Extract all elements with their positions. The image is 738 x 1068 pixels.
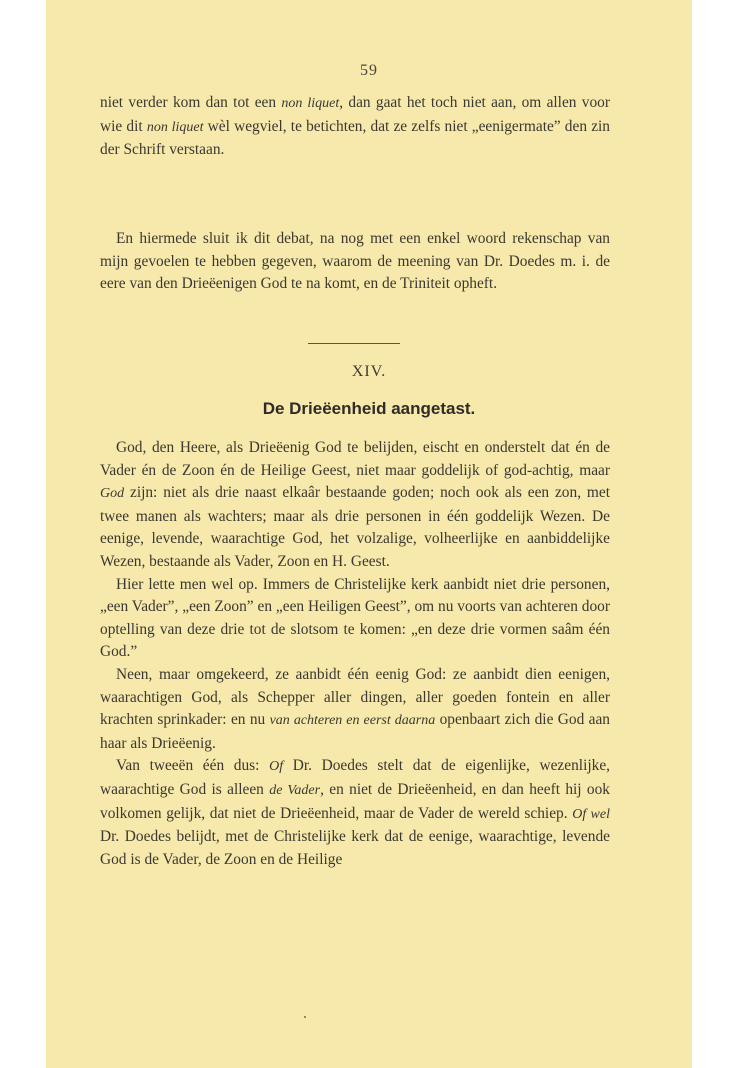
chapter-body: [100, 437, 610, 871]
text-run: openbaart zich die God aan haar als Drieëenig.: [100, 711, 610, 752]
italic-phrase: God: [100, 486, 125, 502]
intro-paragraph-2-text: En hiermede sluit ik dit debat, na nog met een enkel woord rekenschap van mijn gevoelen te hebben gegeven, waarom de meening van Dr. Doedes m. i. de eere van den Drieëenigen God te na komt, en de Triniteit opheft.: [100, 230, 610, 293]
italic-phrase: Of wel: [572, 806, 610, 822]
text-run: wèl wegviel, te betichten, dat ze zelfs niet „eenigermate” den zin der Schrift verstaan.: [100, 117, 610, 159]
book-page: [46, 0, 692, 1068]
italic-phrase: Of: [269, 759, 284, 775]
text-run: Van tweeën één dus:: [116, 757, 270, 775]
text-run: Dr. Doedes belijdt, met de Christelijke kerk dat de eenige, waarachtige, levende God is de Vader, de Zoon en de Heilige: [100, 828, 610, 868]
section-divider: [308, 343, 400, 344]
body-paragraph-4: [100, 755, 610, 871]
italic-phrase: de Vader: [269, 782, 321, 798]
page-number: 59: [360, 62, 378, 79]
text-run: niet verder kom dan tot een: [100, 94, 282, 111]
text-run: Dr. Doedes stelt dat de eigenlijke, wezenlijke, waarachtige God is alleen: [100, 757, 610, 798]
italic-phrase: van achteren en eerst daarna: [269, 713, 436, 729]
intro-paragraph-1-text: [100, 92, 610, 162]
text-run: , en niet de Drieëenheid, en dan heeft hij ook volkomen gelijk, dat niet de Drieëenheid, maar de Vader de wereld schiep.: [100, 780, 610, 822]
text-run: zijn: niet als drie naast elkaâr bestaande goden; noch ook als een zon, met twee manen als wachters; maar als drie personen in één goddelijk Wezen. De eenige, levende, waarachtige God, het volzalige, volheerlijke en aanbiddelijke Wezen, bestaande als Vader, Zoon en H. Geest.: [100, 484, 610, 570]
intro-paragraph-2: [100, 228, 610, 296]
text-run: , dan gaat het toch niet aan, om allen voor wie dit: [100, 94, 610, 135]
italic-phrase: non liquet: [146, 119, 204, 135]
text-run: God, den Heere, als Drieëenig God te belijden, eischt en onderstelt dat én de Vader én de Zoon én de Heilige Geest, niet maar goddelijk of god-achtig, maar: [100, 439, 610, 479]
text-run: Neen, maar omgekeerd, ze aanbidt één eenig God: ze aanbidt dien eenigen, waarachtigen God, als Schepper aller dingen, aller goeden fontein en aller krachten sprinkader: en nu: [100, 665, 610, 729]
body-paragraph-1: [100, 437, 610, 574]
body-paragraph-2: Hier lette men wel op. Immers de Christelijke kerk aanbidt niet drie personen, „een Vader”, „een Zoon” en „een Heiligen Geest”, om nu voorts van achteren door optelling van deze drie tot de slotsom te komen: „en deze drie vormen saâm één God.”: [100, 575, 610, 661]
chapter-title: De Drieëenheid aangetast.: [262, 399, 476, 418]
italic-phrase: non liquet: [281, 96, 340, 111]
chapter-number: XIV.: [351, 363, 387, 380]
intro-paragraph-1: [100, 92, 610, 162]
paper-speck: [304, 1016, 306, 1018]
body-paragraph-3: [100, 664, 610, 755]
